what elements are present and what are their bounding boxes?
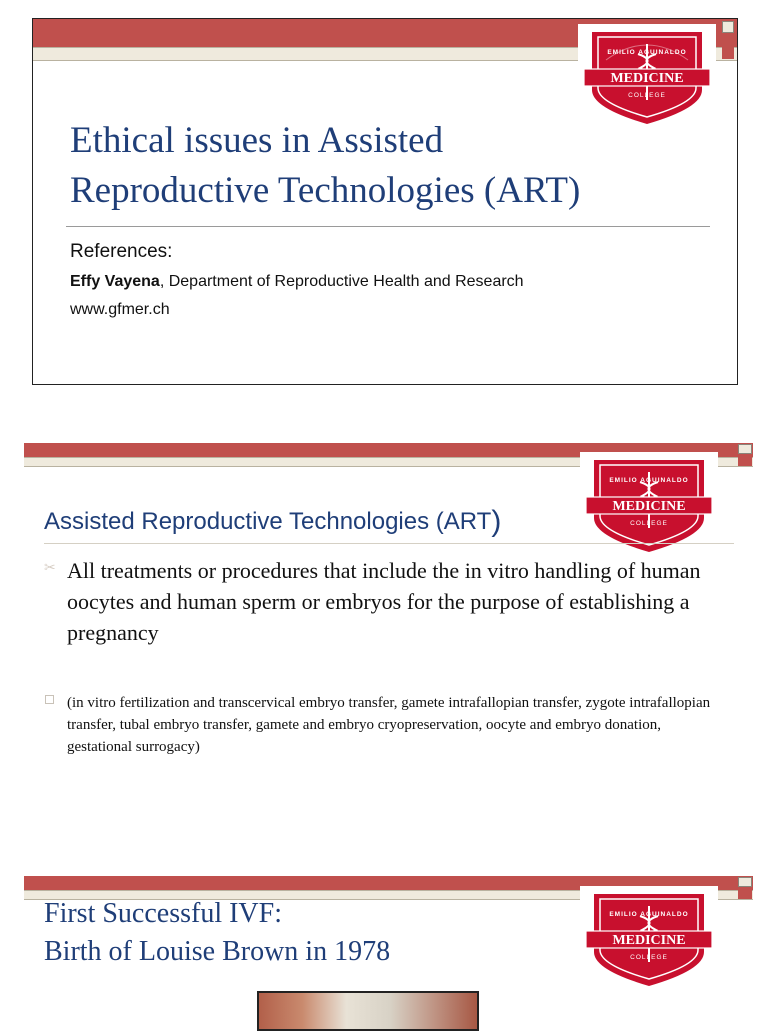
reference-url: www.gfmer.ch	[70, 301, 170, 318]
college-logo	[578, 24, 716, 128]
svg-text:MEDICINE: MEDICINE	[612, 499, 686, 514]
slide-2-corner-light	[738, 444, 752, 454]
corner-square-red	[722, 47, 734, 59]
svg-text:EMILIO AGUINALDO: EMILIO AGUINALDO	[609, 911, 689, 918]
college-logo	[580, 452, 718, 556]
slide-2-title: Assisted Reproductive Technologies (ART)	[44, 505, 502, 538]
corner-square-light	[722, 21, 734, 33]
slide-3-corner-red	[738, 889, 752, 899]
svg-text:COLLEGE: COLLEGE	[630, 954, 668, 961]
college-logo	[580, 886, 718, 990]
reference-entry	[70, 273, 524, 291]
reference-author: Effy Vayena	[70, 273, 160, 290]
sub-bullet-marker-icon	[45, 695, 54, 704]
reference-affiliation: , Department of Reproductive Health and Research	[159, 273, 524, 290]
slide-1-title	[70, 116, 710, 216]
slide-3-title	[44, 895, 390, 971]
svg-text:MEDICINE: MEDICINE	[610, 71, 684, 86]
title-divider	[66, 226, 710, 227]
title-line-2: Reproductive Technologies (ART)	[70, 170, 581, 211]
references-heading: References:	[70, 241, 173, 262]
title-line-1: First Successful IVF:	[44, 898, 282, 929]
svg-text:COLLEGE: COLLEGE	[628, 92, 666, 99]
svg-text:EMILIO AGUINALDO: EMILIO AGUINALDO	[607, 49, 687, 56]
slide-2-corner-red	[738, 456, 752, 466]
slide-3-corner-light	[738, 877, 752, 887]
svg-text:COLLEGE: COLLEGE	[630, 520, 668, 527]
main-bullet-text: All treatments or procedures that include the in vitro handling of human oocytes and human sperm or embryos for the purpose of establishing a pregnancy	[67, 558, 701, 645]
svg-text:MEDICINE: MEDICINE	[612, 933, 686, 948]
slide-2-divider	[44, 543, 734, 544]
louise-brown-photo	[257, 991, 479, 1031]
svg-text:EMILIO AGUINALDO: EMILIO AGUINALDO	[609, 477, 689, 484]
title-line-1: Ethical issues in Assisted	[70, 120, 444, 161]
sub-bullet-text: (in vitro fertilization and transcervical embryo transfer, gamete intrafallopian transfer, zygote intrafallopian transfer, tubal embryo transfer, gamete and embryo cryopreservation, oocyte and embryo donation, gestational surrogacy)	[67, 695, 711, 755]
title-line-2: Birth of Louise Brown in 1978	[44, 936, 391, 967]
bullet-marker-icon: ✂	[44, 559, 56, 575]
